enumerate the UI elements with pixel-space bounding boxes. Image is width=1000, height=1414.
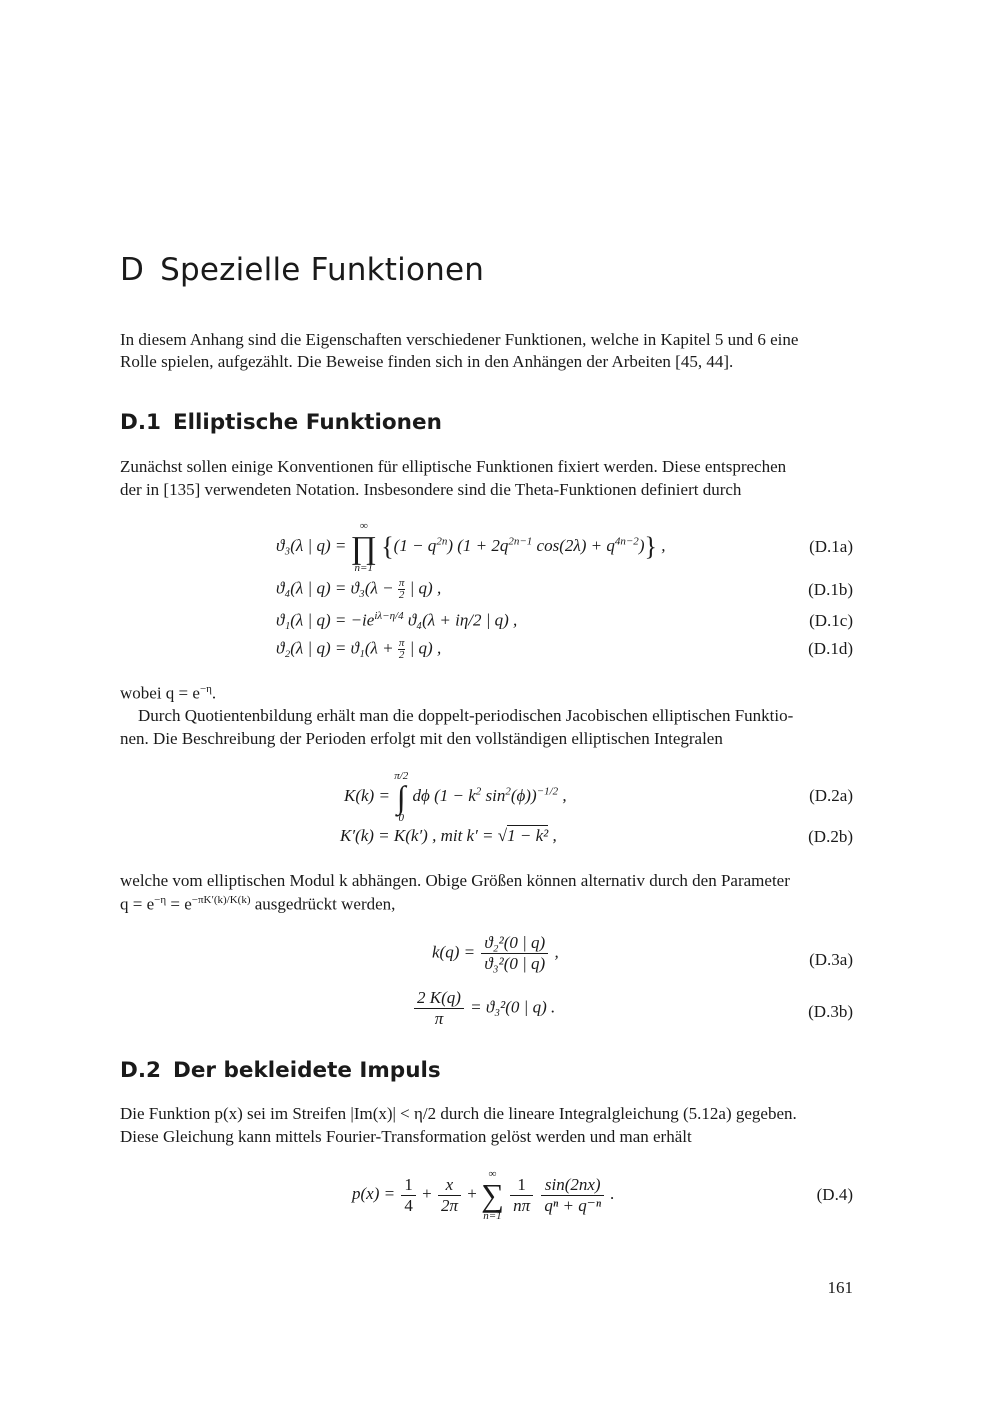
d2-para1-line1: Die Funktion p(x) sei im Streifen |Im(x)| < η/2 durch die lineare Integralgleichung (5.12a) gegeben. (120, 1104, 797, 1123)
eq-exponent: 2 (475, 785, 482, 798)
wobei-end: . (211, 683, 217, 703)
frac-denominator: 4 (404, 1195, 413, 1215)
section-title-text: Elliptische Funktionen (172, 410, 442, 435)
product-upper-limit: ∞ (359, 520, 368, 532)
frac-denominator: π (434, 1009, 444, 1028)
eq-tail: , (554, 942, 559, 962)
equation-d2b (340, 826, 557, 846)
equation-d3a (432, 933, 559, 974)
chapter-title-text: Spezielle Funktionen (160, 252, 485, 288)
integral-symbol: ∫ (396, 779, 406, 815)
frac-denominator: nπ (513, 1195, 531, 1215)
frac-denominator: 2 (398, 649, 405, 661)
eq-term: ) (638, 535, 645, 555)
eq-rhs: = ϑ₃²(0 | q) . (470, 997, 556, 1017)
eq-rhs: | q) , (405, 578, 442, 598)
chapter-number: D (120, 252, 145, 288)
sqrt-radicand: 1 − k² (507, 826, 549, 845)
plus-sign: + (422, 1183, 432, 1203)
equation-number-d2b: (D.2b) (808, 827, 853, 846)
section-number: D.1 (120, 410, 161, 435)
sum-symbol: ∑ (481, 1177, 504, 1213)
product-lower-limit: n=1 (354, 562, 373, 574)
text: q = e (120, 894, 155, 914)
page-number: 161 (827, 1278, 853, 1297)
equation-number-d3a: (D.3a) (809, 950, 853, 969)
product-operator (351, 520, 377, 574)
eq-term: cos(2λ) + q (532, 535, 615, 555)
exponent: −η (154, 894, 167, 906)
equation-d1d (276, 638, 441, 661)
d1-para1-line2: der in [135] verwendeten Notation. Insbesondere sind die Theta-Funktionen definiert durch (120, 480, 742, 499)
equation-number-d2a: (D.2a) (809, 786, 853, 805)
eq-lhs: ϑ₁(λ | q) = −ie (276, 610, 375, 630)
frac-numerator: 1 (401, 1175, 416, 1196)
eq-tail: , (562, 785, 567, 805)
section-title-d2 (120, 1058, 441, 1083)
eq-lhs: k(q) = (432, 942, 476, 962)
equation-number-d1c: (D.1c) (809, 611, 853, 630)
equation-d1c (276, 610, 517, 631)
eq-tail: , (548, 826, 557, 845)
eq-lhs: ϑ₂(λ | q) = ϑ₁(λ + (276, 638, 398, 658)
integral-lower-limit: 0 (398, 812, 404, 824)
frac-numerator: sin(2nx) (541, 1175, 604, 1196)
frac-denominator: qⁿ + q⁻ⁿ (544, 1195, 602, 1215)
section-title-d1 (120, 410, 442, 435)
section-title-text: Der bekleidete Impuls (172, 1058, 441, 1083)
eq-tail: . (610, 1183, 615, 1203)
eq-exponent: iλ−η/4 (374, 610, 404, 622)
equation-number-d3b: (D.3b) (808, 1002, 853, 1021)
frac-denominator: 2 (398, 589, 405, 601)
eq-exponent: 2 (505, 785, 511, 798)
eq-term: sin (481, 785, 506, 805)
equation-number-d1b: (D.1b) (808, 580, 853, 599)
sum-lower-limit: n=1 (483, 1210, 502, 1222)
frac-numerator: π (398, 637, 405, 649)
eq-exponent: 2n−1 (508, 535, 533, 548)
fraction-sin (541, 1175, 604, 1216)
period-fraction (414, 988, 464, 1029)
fraction-quarter (401, 1175, 416, 1216)
eq-exponent: 2n (436, 535, 448, 548)
frac-denominator: 2π (440, 1195, 458, 1215)
equation-d1b (276, 578, 441, 601)
theta-ratio-fraction (481, 933, 548, 974)
equation-d3b (412, 988, 555, 1029)
d1-para2-line2: nen. Die Beschreibung der Perioden erfolgt mit den vollständigen elliptischen Integralen (120, 729, 723, 748)
eq-lhs: ϑ₃(λ | q) = (276, 535, 347, 555)
frac-denominator: ϑ₃²(0 | q) (484, 954, 546, 973)
integral-operator (394, 770, 408, 824)
wobei-exponent: −η (199, 683, 212, 695)
exponent: −πK′(k)/K(k) (191, 894, 251, 906)
d2-para1-line2: Diese Gleichung kann mittels Fourier-Transformation gelöst werden und man erhält (120, 1127, 692, 1146)
eq-lhs: K(k) = (344, 785, 390, 805)
sum-upper-limit: ∞ (488, 1168, 497, 1180)
sum-operator (481, 1168, 504, 1222)
eq-tail: , (661, 535, 666, 555)
equation-d2a (344, 770, 567, 824)
plus-sign: + (467, 1183, 477, 1203)
section-number: D.2 (120, 1058, 161, 1083)
equation-number-d4: (D.4) (816, 1185, 853, 1204)
product-symbol: ∏ (350, 529, 377, 565)
d1-para3-line2 (120, 894, 395, 915)
frac-numerator: x (438, 1175, 461, 1196)
fraction-x-2pi (438, 1175, 461, 1216)
eq-term: ) (1 + 2q (447, 535, 509, 555)
equation-number-d1d: (D.1d) (808, 639, 853, 658)
eq-rhs: ϑ₄(λ + iη/2 | q) , (403, 610, 518, 630)
intro-line-1: In diesem Anhang sind die Eigenschaften verschiedener Funktionen, welche in Kapitel 5 und 6 eine (120, 330, 799, 349)
frac-numerator: π (398, 577, 405, 589)
d1-para1-line1: Zunächst sollen einige Konventionen für elliptische Funktionen fixiert werden. Diese entsprechen (120, 457, 787, 476)
intro-line-2: Rolle spielen, aufgezählt. Die Beweise finden sich in den Anhängen der Arbeiten [45, 44]. (120, 352, 734, 371)
wobei-line (120, 683, 216, 704)
frac-numerator: 2 K(q) (414, 988, 464, 1009)
eq-text: K′(k) = K(k′) , mit k′ = √ (340, 826, 508, 845)
d1-para2-line1: Durch Quotientenbildung erhält man die doppelt-periodischen Jacobischen elliptischen Funktio- (138, 706, 794, 725)
eq-lhs: p(x) = (352, 1183, 396, 1203)
equation-d4 (352, 1168, 615, 1222)
equation-d1a (276, 520, 665, 574)
eq-exponent: −1/2 (536, 785, 559, 798)
frac-numerator: 1 (510, 1175, 533, 1196)
eq-lhs: ϑ₄(λ | q) = ϑ₃(λ − (276, 578, 398, 598)
integral-upper-limit: π/2 (394, 770, 409, 782)
text: = e (166, 894, 192, 914)
eq-exponent: 4n−2 (614, 535, 639, 548)
eq-term: (1 − q (393, 535, 437, 555)
eq-term: dϕ (1 − k (412, 785, 476, 805)
fraction-1-npi (510, 1175, 533, 1216)
right-brace: } (644, 531, 657, 561)
text: ausgedrückt werden, (250, 894, 396, 914)
wobei-text: wobei q = e (120, 683, 200, 703)
chapter-title (120, 252, 484, 288)
left-brace: { (381, 531, 394, 561)
equation-number-d1a: (D.1a) (809, 537, 853, 556)
frac-numerator: ϑ₂²(0 | q) (481, 933, 548, 954)
d1-para3-line1: welche vom elliptischen Modul k abhängen. Obige Größen können alternativ durch den Parameter (120, 871, 790, 890)
eq-rhs: | q) , (405, 638, 442, 658)
eq-term: (ϕ)) (510, 785, 537, 805)
